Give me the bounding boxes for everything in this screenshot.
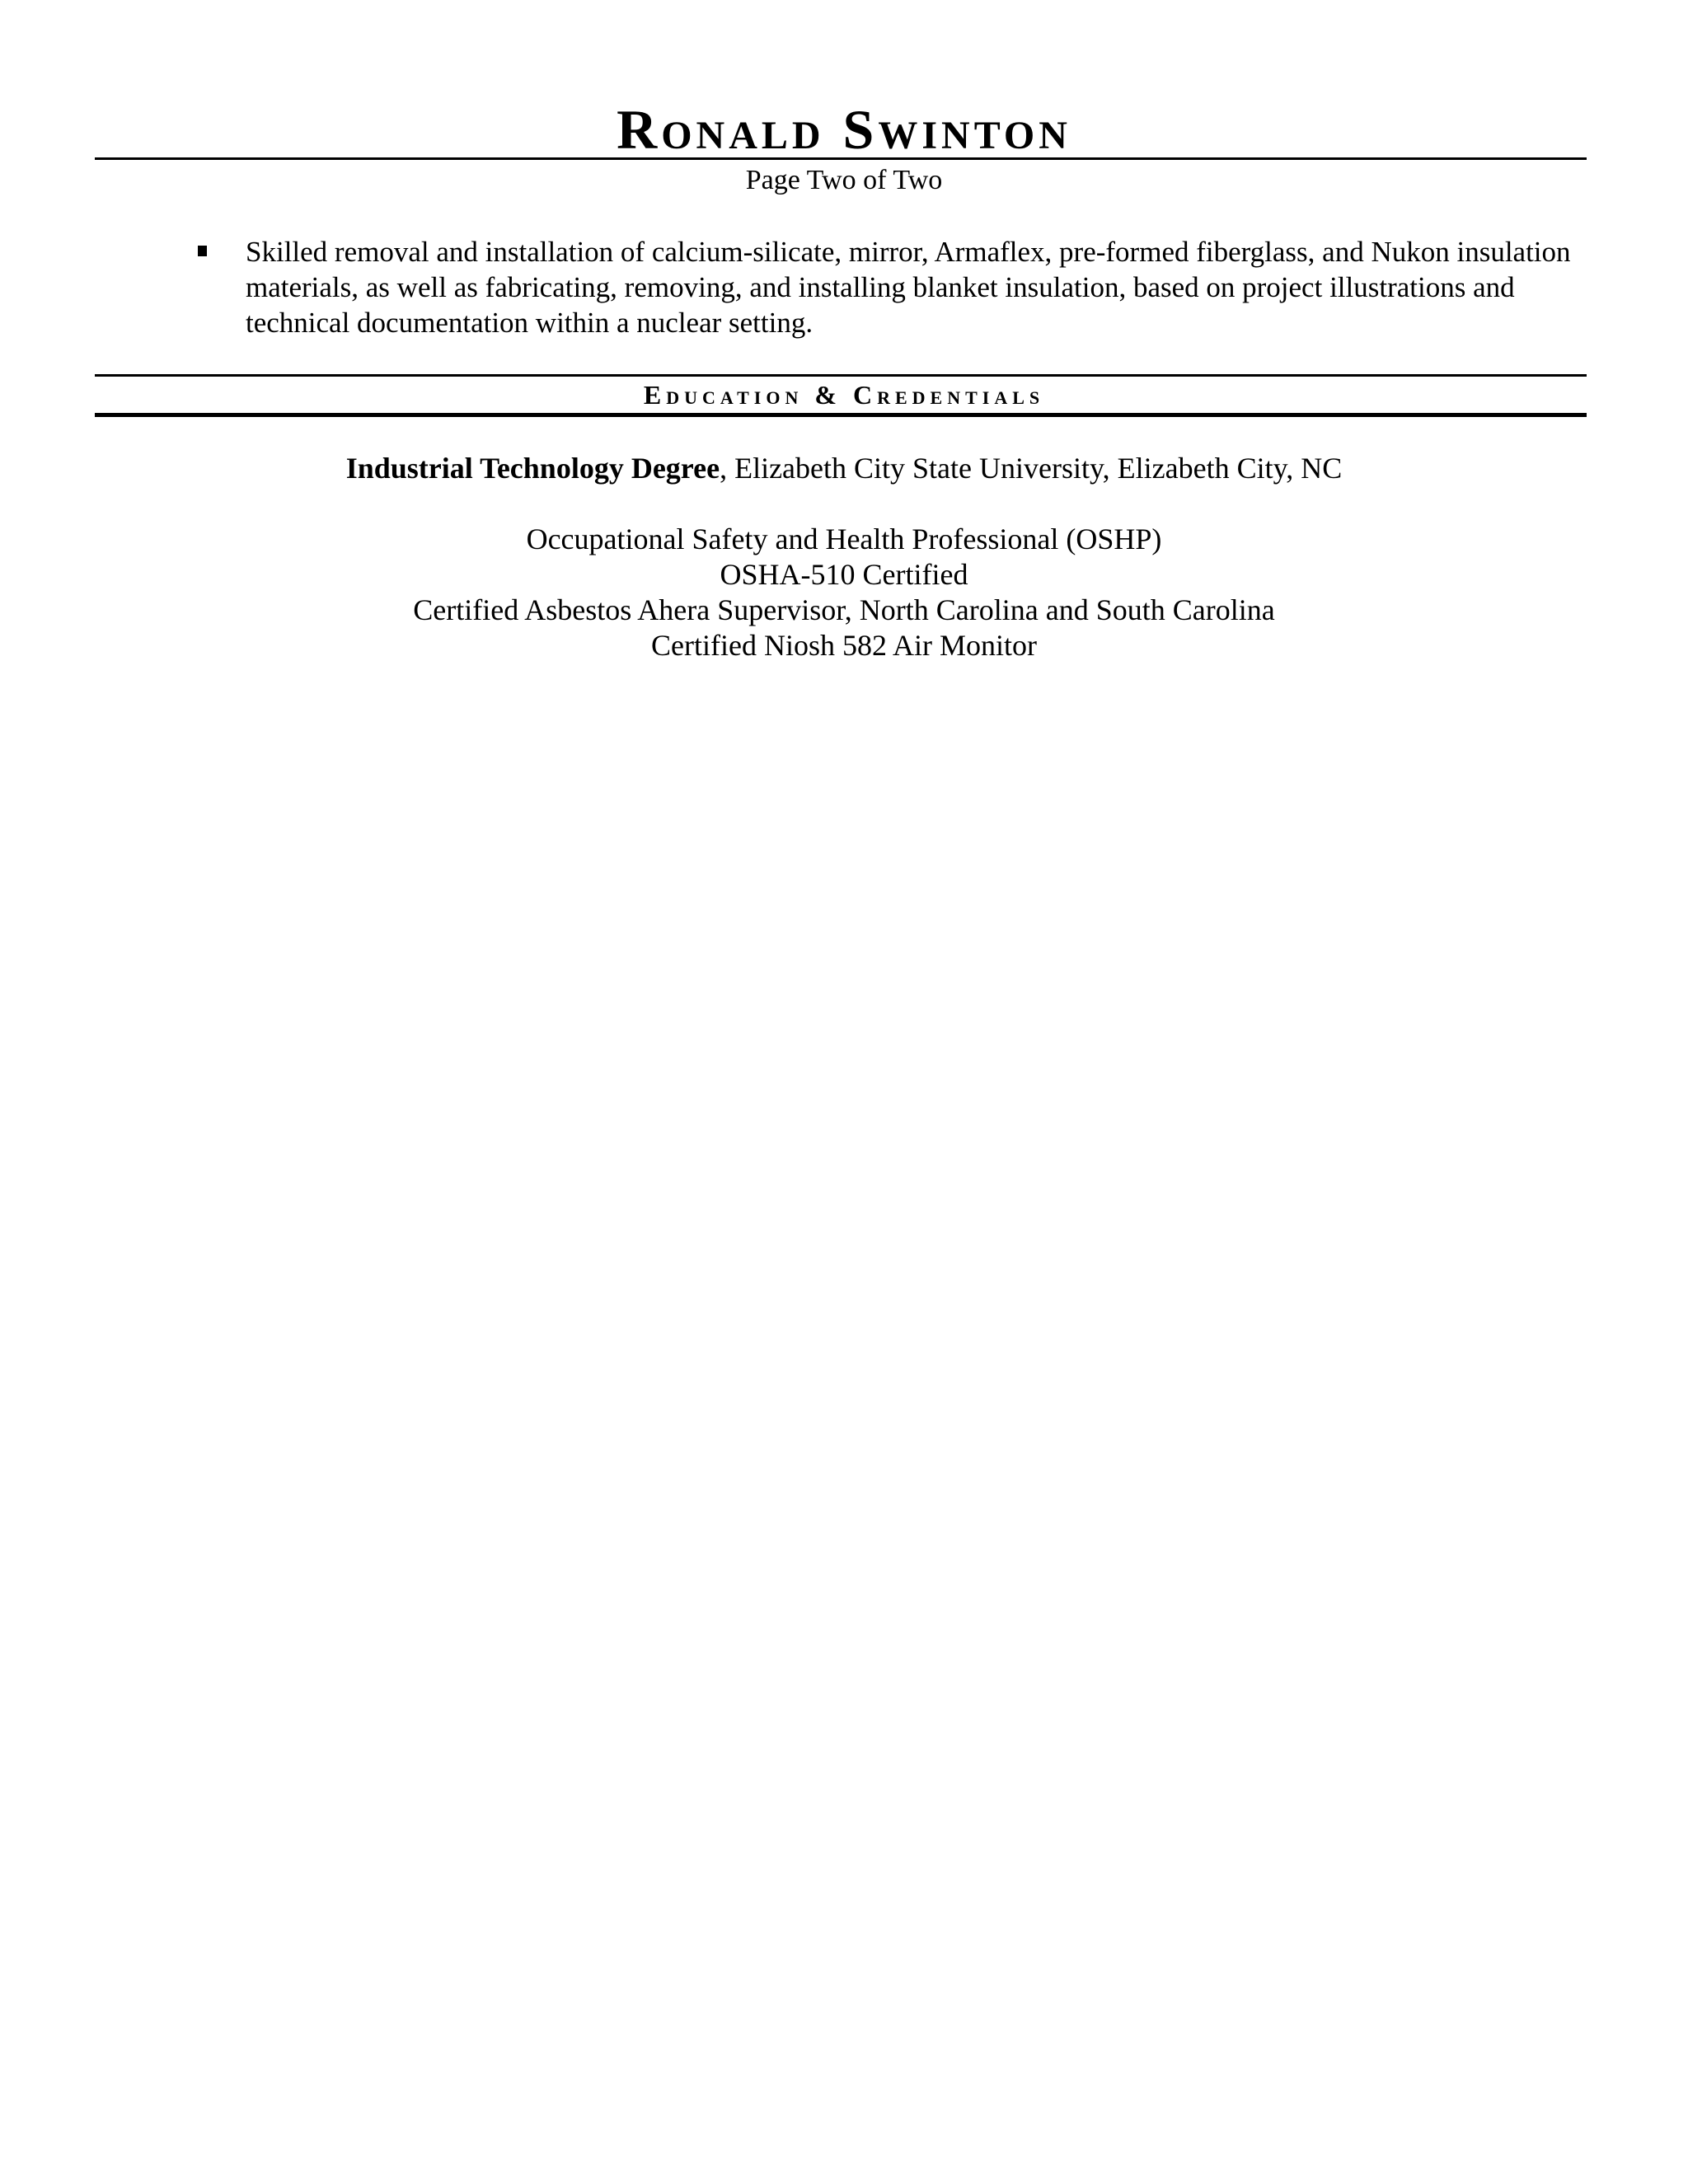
degree-title: Industrial Technology Degree	[345, 452, 720, 485]
section-bottom-divider	[95, 413, 1587, 417]
page-number-label: Page Two of Two	[745, 165, 943, 195]
section-top-divider	[95, 374, 1587, 377]
certification-item: Occupational Safety and Health Professional (OSHP)	[526, 523, 1162, 555]
certification-item: OSHA-510 Certified	[720, 558, 968, 591]
square-bullet-icon	[198, 246, 207, 256]
candidate-name: Ronald Swinton	[617, 98, 1071, 161]
certification-list	[0, 522, 1688, 663]
degree-detail: , Elizabeth City State University, Elizabeth City, NC	[720, 452, 1343, 485]
education-section-heading: Education & Credentials	[643, 380, 1045, 410]
certification-item: Certified Niosh 582 Air Monitor	[651, 629, 1037, 662]
degree-entry	[0, 450, 1688, 486]
certification-item: Certified Asbestos Ahera Supervisor, North Carolina and South Carolina	[413, 593, 1275, 626]
header-divider	[95, 157, 1587, 160]
experience-bullet-text: Skilled removal and installation of calcium-silicate, mirror, Armaflex, pre-formed fiberglass, and Nukon insulation materials, as well as fabricating, removing, and installing blanket insulation, based on project illustrations and technical documentation within a nuclear setting.	[246, 236, 1571, 339]
